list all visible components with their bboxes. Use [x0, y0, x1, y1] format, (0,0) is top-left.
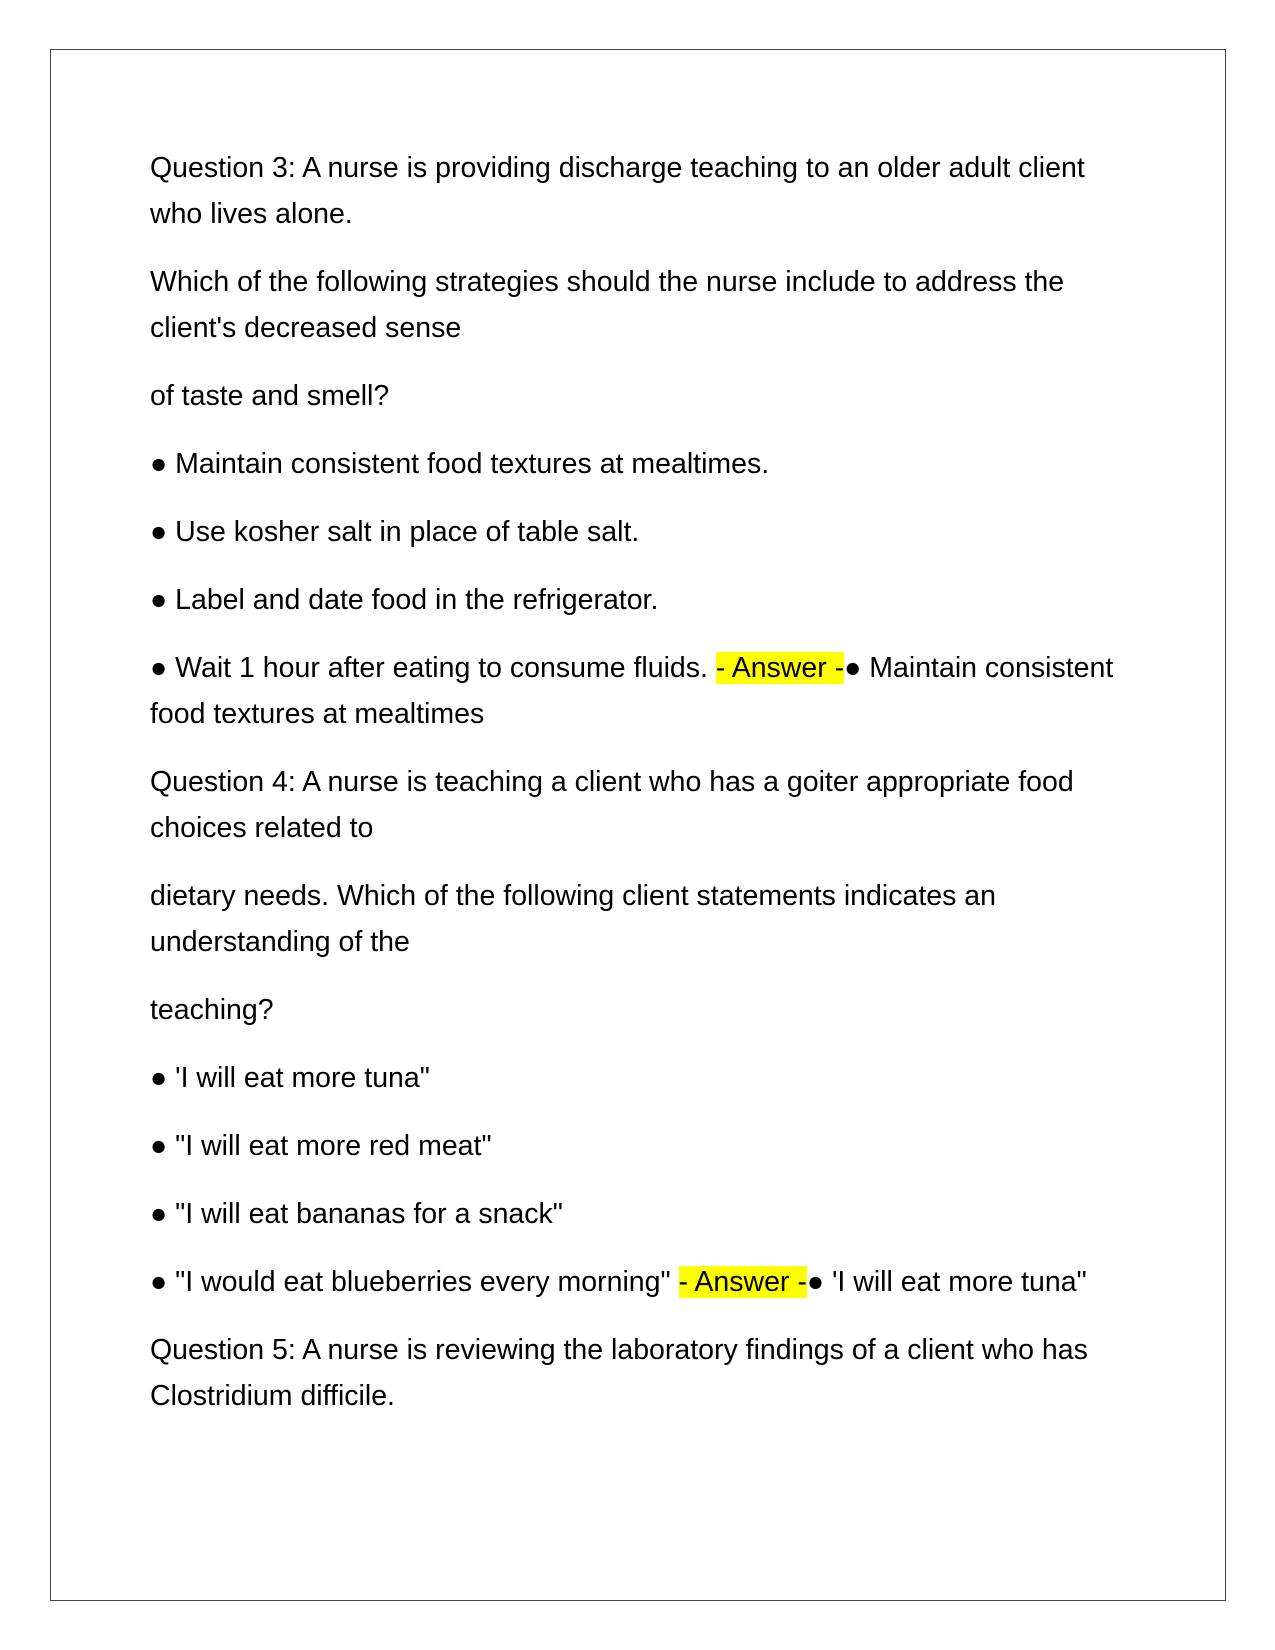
q3-option-3: ● Label and date food in the refrigerator.: [150, 584, 659, 616]
q3-option-4: ● Wait 1 hour after eating to consume fluids.: [150, 652, 708, 684]
q4-question-continuation: dietary needs. Which of the following client statements indicates an understanding of the: [150, 880, 996, 958]
q3-option-1: ● Maintain consistent food textures at mealtimes.: [150, 448, 770, 480]
q5-question-stem: Question 5: A nurse is reviewing the laboratory findings of a client who has Clostridium difficile.: [150, 1334, 1088, 1412]
q4-question-stem: Question 4: A nurse is teaching a client who has a goiter appropriate food choices related to: [150, 766, 1074, 844]
q3-question-continuation: Which of the following strategies should the nurse include to address the client's decreased sense: [150, 266, 1065, 344]
q3-answer-label: - Answer -: [715, 652, 845, 684]
document-content: [150, 145, 1120, 1441]
q3-answer-text: ● Maintain consistent food textures at mealtimes: [150, 652, 1114, 730]
q3-question-end: of taste and smell?: [150, 380, 390, 412]
q4-answer-label: - Answer -: [678, 1266, 807, 1298]
q4-option-3: ● "I will eat bananas for a snack": [150, 1198, 563, 1230]
q3-option-4-with-answer: [150, 645, 1120, 737]
q4-answer-text: ● 'I will eat more tuna": [806, 1266, 1087, 1298]
q4-option-4: ● "I would eat blueberries every morning": [150, 1266, 671, 1298]
q4-option-1: ● 'I will eat more tuna": [150, 1062, 430, 1094]
q4-option-4-with-answer: [150, 1259, 1120, 1305]
q4-option-2: ● "I will eat more red meat": [150, 1130, 492, 1162]
q3-question-stem: Question 3: A nurse is providing discharge teaching to an older adult client who lives alone.: [150, 152, 1085, 230]
q4-question-end: teaching?: [150, 994, 274, 1026]
q3-option-2: ● Use kosher salt in place of table salt.: [150, 516, 640, 548]
